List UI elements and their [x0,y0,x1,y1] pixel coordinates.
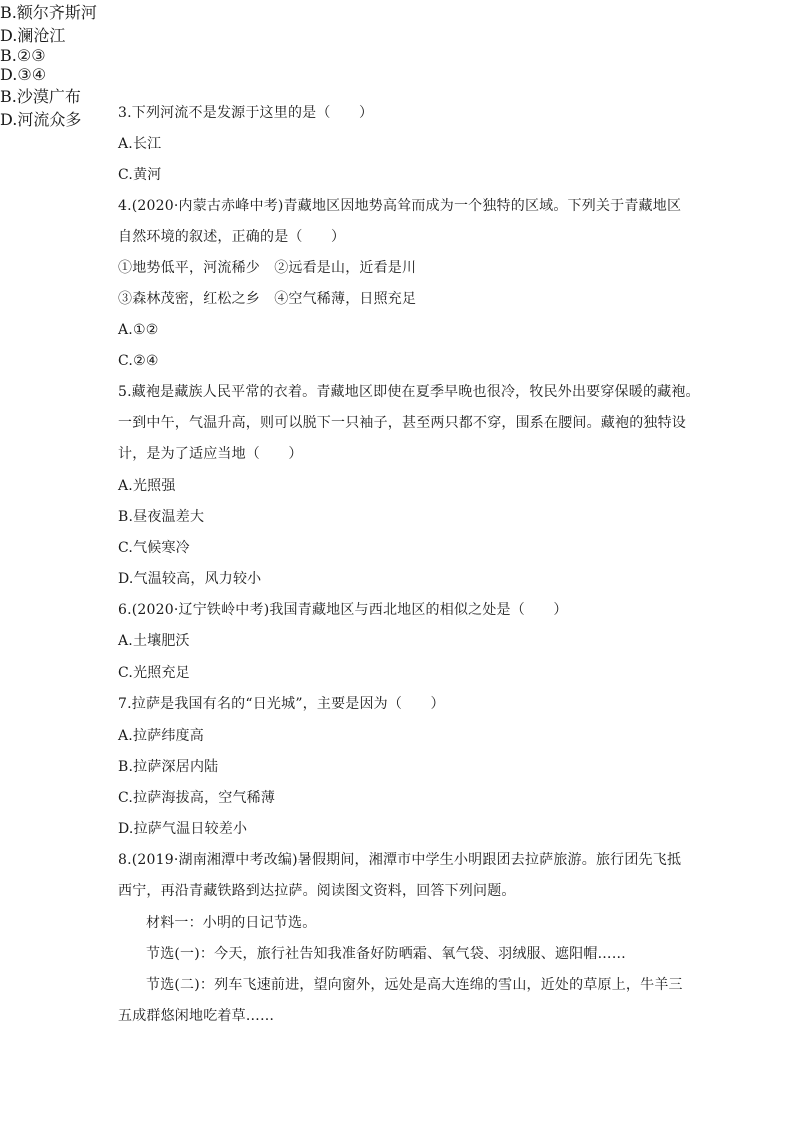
q8-excerpt-two-line1: 节选(二)：列车飞速前进，望向窗外，远处是高大连绵的雪山，近处的草原上，牛羊三 [146,977,683,993]
q3-stem: 3.下列河流不是发源于这里的是（ ） [118,105,374,121]
q4-stem-line2: 自然环境的叙述，正确的是（ ） [118,229,346,245]
q3-option-a: A.长江 [118,136,162,152]
q7-option-b: B.拉萨深居内陆 [118,759,219,775]
q8-excerpt-two-line2: 五成群悠闲地吃着草…… [118,1008,275,1024]
q5-option-c: C.气候寒冷 [118,540,190,556]
q4-statements-2: ③森林茂密，红松之乡 ④空气稀薄，日照充足 [118,291,417,307]
q4-option-d: D.③④ [0,65,47,84]
q8-stem-line2: 西宁，再沿青藏铁路到达拉萨。阅读图文资料，回答下列问题。 [118,883,516,899]
q5-option-a: A.光照强 [118,478,176,494]
q4-stem-line1: 4.(2020·内蒙古赤峰中考)青藏地区因地势高耸而成为一个独特的区域。下列关于青藏地区 [118,198,682,214]
q8-stem-line1: 8.(2019·湖南湘潭中考改编)暑假期间，湘潭市中学生小明跟团去拉萨旅游。旅行团先飞抵 [118,852,682,868]
q6-option-b: B.沙漠广布 [0,87,81,106]
q6-option-a: A.土壤肥沃 [118,633,190,649]
q7-option-c: C.拉萨海拔高，空气稀薄 [118,790,276,806]
q5-option-b: B.昼夜温差大 [118,509,205,525]
q8-material-one: 材料一：小明的日记节选。 [146,915,317,931]
q3-option-d: D.澜沧江 [0,26,66,45]
q4-option-b: B.②③ [0,46,46,65]
q7-stem: 7.拉萨是我国有名的“日光城”，主要是因为（ ） [118,696,445,712]
q6-option-c: C.光照充足 [118,665,190,681]
q7-option-a: A.拉萨纬度高 [118,728,204,744]
q8-excerpt-one: 节选(一)：今天，旅行社告知我准备好防晒霜、氧气袋、羽绒服、遮阳帽…… [146,946,626,962]
q5-stem-line2: 一到中午，气温升高，则可以脱下一只袖子，甚至两只都不穿，围系在腰间。藏袍的独特设 [118,415,686,431]
q4-option-c: C.②④ [118,353,159,369]
q7-option-d: D.拉萨气温日较差小 [118,821,248,837]
q3-option-b: B.额尔齐斯河 [0,3,97,22]
q6-option-d: D.河流众多 [0,110,82,129]
q3-option-c: C.黄河 [118,167,162,183]
q5-stem-line3: 计，是为了适应当地（ ） [118,446,303,462]
q4-option-a: A.①② [118,322,159,338]
q4-statements-1: ①地势低平，河流稀少 ②远看是山，近看是川 [118,260,417,276]
q5-option-d: D.气温较高，风力较小 [118,571,262,587]
q5-stem-line1: 5.藏袍是藏族人民平常的衣着。青藏地区即使在夏季早晚也很冷，牧民外出要穿保暖的藏袍。 [118,384,700,400]
q6-stem: 6.(2020·辽宁铁岭中考)我国青藏地区与西北地区的相似之处是（ ） [118,602,568,618]
